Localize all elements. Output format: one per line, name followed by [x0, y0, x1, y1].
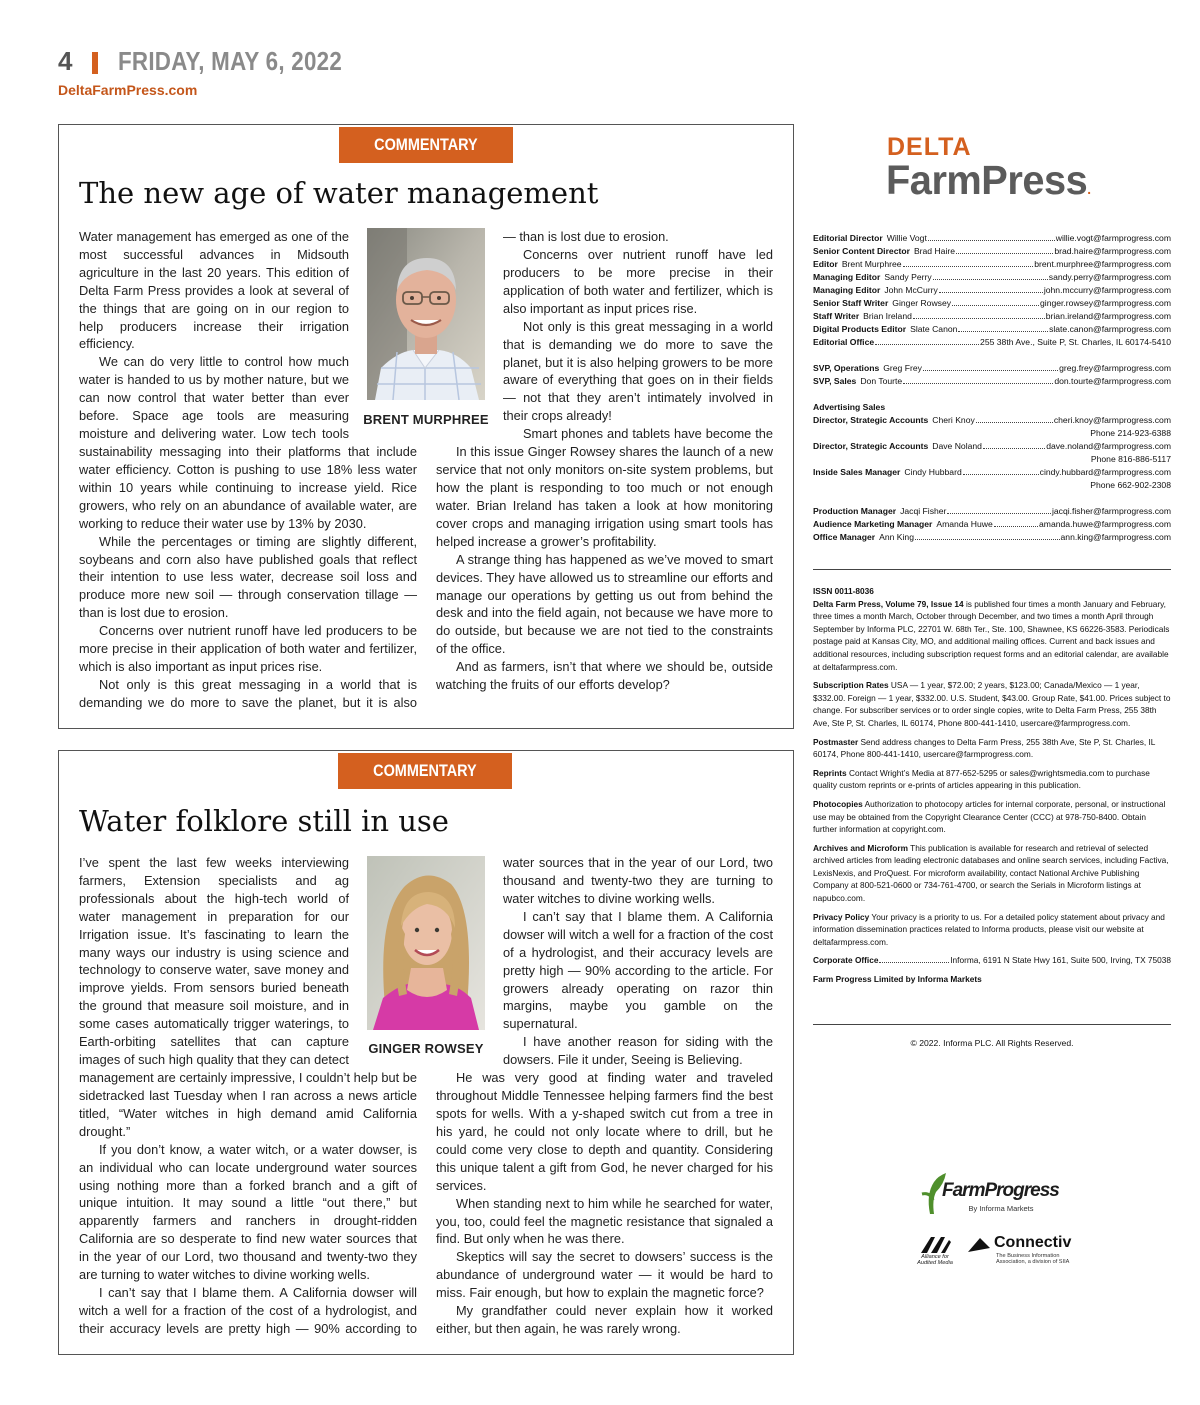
connectiv-caption [996, 1253, 1069, 1266]
staff-contact: cheri.knoy@farmprogress.com [1053, 415, 1171, 425]
aam-mark-icon [919, 1236, 953, 1254]
staff-row [813, 245, 1171, 258]
staff-contact: greg.frey@farmprogress.com [1059, 363, 1171, 373]
article-text-flow [503, 854, 773, 1069]
site-url: DeltaFarmPress.com [58, 82, 198, 98]
dot-leader [903, 266, 1034, 267]
staff-contact: sandy.perry@farmprogress.com [1048, 272, 1171, 282]
dot-leader [963, 474, 1039, 475]
staff-name: Don Tourte [860, 376, 903, 386]
dot-leader [915, 539, 1060, 540]
staff-title: Managing Editor [813, 285, 881, 295]
staff-row [813, 271, 1171, 284]
staff-contact: john.mccurry@farmprogress.com [1043, 285, 1171, 295]
staff-name: Willie Vogt [886, 233, 927, 243]
article-paragraph: I can’t say that I blame them. A California dowser will witch a well for a fraction of the cost of a hydrologist, and their accuracy levels are pretty high — 90% according to the article. For growers already operating on razor thin margins, maybe you gamble on the supernatural. [503, 908, 773, 1032]
staff-name: Greg Frey [883, 363, 922, 373]
alliance-audited-media-logo [913, 1236, 957, 1268]
staff-row [813, 323, 1171, 336]
farmprogress-subtitle: By Informa Markets [968, 1204, 1034, 1213]
staff-row [813, 362, 1171, 375]
staff-title: Editor [813, 259, 838, 269]
staff-row [813, 336, 1171, 349]
staff-title: Director, Strategic Accounts [813, 441, 929, 451]
author-photo-brent-murphree [367, 228, 485, 400]
masthead-farmpress: FarmPress. [886, 157, 1091, 203]
staff-row [813, 518, 1171, 531]
staff-name: Sandy Perry [884, 272, 932, 282]
staff-title: Senior Content Director [813, 246, 910, 256]
staff-title: Audience Marketing Manager [813, 519, 933, 529]
article-text-flow [79, 228, 349, 443]
connectiv-logo [966, 1232, 1076, 1266]
dot-leader [958, 331, 1048, 332]
staff-contact: don.tourte@farmprogress.com [1054, 376, 1171, 386]
article-paragraph: He was very good at finding water and traveled throughout Middle Tennessee helping farmers find the best spots for wells. With a y-shaped switch cut from a tree in his yard, he could not only locate where to drill, but he could come very close to depth and quantity. Considering this unique talent a gift from God, he never charged for his services. [436, 1070, 773, 1193]
farmprogress-logo [920, 1170, 1070, 1220]
article-paragraph: A strange thing has happened as we’ve moved to smart devices. They have allowed us to streamline our efforts and manage our operations by getting us out from behind the desk and into the field again, not because we have more to do outside, but because we are not tied to the constraints of the office. [436, 551, 773, 657]
article-paragraph: Not only is this great messaging in a world that is demanding we do more to save the planet, but it is also [79, 676, 417, 710]
article-paragraph: — than is lost due to erosion. [503, 229, 669, 245]
ad-sales-heading: Advertising Sales [813, 402, 886, 412]
connectiv-wordmark: Connectiv [994, 1234, 1072, 1251]
article-paragraph: We can do very little to control how much water is handed to us by mother nature, but we can now control that water better than ever before. Space age tools are measuring moisture and delivering water. Low tech tools [79, 354, 349, 441]
corporate-text: Informa, 6191 N State Hwy 161, Suite 500, Irving, TX 75038 [950, 955, 1171, 966]
corporate-office [813, 954, 1171, 967]
archives-text: This publication is available for research and retrieval of selected archived articles from leading electronic databases and online search services, including Factiva, LexisNexis, and ProQuest. For microform availability, contact National Archive Publishing Company at 800-521-0600 or 734-761-4700, or search the Serials in Microform listings at napubco.com. [813, 842, 1169, 904]
staff-contact: brad.haire@farmprogress.com [1054, 246, 1171, 256]
staff-phone: Phone 816-886-5117 [1090, 454, 1171, 464]
commentary-kicker: COMMENTARY [339, 127, 513, 163]
staff-row [813, 505, 1171, 518]
staff-name: Jacqi Fisher [900, 506, 947, 516]
photocopies-text: Authorization to photocopy articles for internal corporate, personal, or instructional use may be obtained from the Copyright Clearance Center (CCC) at 978-750-8400. Obtain further information at copyright.com. [813, 798, 1166, 835]
staff-title: Inside Sales Manager [813, 467, 901, 477]
publication-title: Delta Farm Press, Volume 79, Issue 14 [813, 598, 964, 609]
article-text-flow [436, 1069, 773, 1338]
article-paragraph: While the percentages or timing are slightly different, soybeans and corn also have published goals that reflect their intention to use less water, decrease soil loss and produce more new soil — through conservation tillage — than is lost due to erosion. [79, 533, 417, 621]
dot-leader [875, 344, 979, 345]
article-text-flow [79, 443, 417, 712]
staff-name: Slate Canon [910, 324, 958, 334]
author-byline: BRENT MURPHREE [363, 412, 489, 427]
staff-name: Ginger Rowsey [892, 298, 952, 308]
connectiv-caption-line2: Association, a division of SIIA [996, 1259, 1070, 1266]
article-column-2 [503, 228, 773, 443]
article-headline: The new age of water management [79, 176, 599, 210]
staff-row [813, 284, 1171, 297]
staff-contact: cindy.hubbard@farmprogress.com [1039, 467, 1171, 477]
staff-contact: jacqi.fisher@farmprogress.com [1051, 506, 1171, 516]
staff-contact: 255 38th Ave., Suite P, St. Charles, IL 60174-5410 [980, 337, 1171, 347]
publication-text: is published four times a month January and February, three times a month March, October through December, and two times a month April through September by Informa PLC, 22701 W. 68th Ter., Ste. 100, Shawnee, KS 66226-3583. Periodicals postage paid at Kansas City, MO, and additional mailing offices. Current and back issues and additional resources, including subscription request forms and an editorial calendar, are available at deltafarmpress.com. [813, 598, 1170, 672]
article-column-1 [79, 228, 349, 443]
staff-row [813, 375, 1171, 388]
article-column-2 [503, 854, 773, 1069]
spacer [813, 349, 1171, 362]
dot-leader [928, 240, 1055, 241]
article-text-flow [436, 443, 773, 694]
staff-row [813, 297, 1171, 310]
staff-title: SVP, Sales [813, 376, 857, 386]
article-paragraph: My grandfather could never explain how it worked either, but then again, he was rarely wrong. [436, 1303, 773, 1336]
staff-contact: ann.king@farmprogress.com [1060, 532, 1171, 542]
connectiv-arrow-icon [966, 1236, 992, 1254]
dot-leader [947, 513, 1051, 514]
staff-name: Brad Haire [913, 246, 956, 256]
staff-title: Senior Staff Writer [813, 298, 889, 308]
article-paragraph: water sources that in the year of our Lord, two thousand and twenty-two they are turning to water witches to divine working wells. [503, 855, 773, 906]
article-paragraph: Concerns over nutrient runoff have led producers to be more precise in their application of both water and fertilizer, which is also important as input prices rise. [79, 623, 417, 674]
header-divider-bar [92, 52, 98, 74]
spacer [813, 388, 1171, 401]
dot-leader [933, 279, 1048, 280]
staff-row [813, 310, 1171, 323]
article-text-flow [79, 1069, 417, 1338]
subscription-text: USA — 1 year, $72.00; 2 years, $123.00; Canada/Mexico — 1 year, $332.00. Foreign — 1 year, $332.00. U.S. Student, $43.00. Group Rate, $41.00. Prices subject to change. For subscriber services or to order single copies, write to Delta Farm Press, 255 38th Ave, Ste P, St. Charles, IL 60174, Phone 800-441-1410, usercare@farmprogress.com. [813, 680, 1171, 728]
issue-date: FRIDAY, MAY 6, 2022 [118, 46, 343, 76]
staff-row [813, 531, 1171, 544]
staff-title: SVP, Operations [813, 363, 880, 373]
corporate-label: Corporate Office [813, 955, 879, 966]
author-photo-ginger-rowsey [367, 856, 485, 1030]
article-paragraph: Not only is this great messaging in a world that is demanding we do more to save the planet, but it is also helping growers to be more aware of everything that goes on in their fields — not that they aren’t intimately involved in their crops already! [503, 318, 773, 424]
photocopies-label: Photocopies [813, 798, 863, 809]
staff-contact: willie.vogt@farmprogress.com [1055, 233, 1171, 243]
article-paragraph: Concerns over nutrient runoff have led producers to be more precise in their application of both water and fertilizer, which is also important as input prices rise. [503, 247, 773, 316]
article-paragraph: Water management has emerged as one of the most successful advances in Midsouth agriculture in the last 20 years. This edition of Delta Farm Press provides a look at several of the things that are going on in our region to help producers increase their irrigation efficiency. [79, 229, 349, 352]
article-column-1-cont [79, 443, 417, 712]
reprints-text: Contact Wright’s Media at 877-652-5295 or sales@wrightsmedia.com to purchase quality custom reprints or e-prints of articles appearing in this publication. [813, 767, 1150, 791]
copyright: © 2022. Informa PLC. All Rights Reserved. [910, 1038, 1074, 1048]
article-paragraph: And as farmers, isn’t that where we should be, outside watching the fruits of our efforts develop? [436, 659, 773, 693]
commentary-kicker: COMMENTARY [338, 753, 512, 789]
staff-contact: dave.noland@farmprogress.com [1046, 441, 1171, 451]
publication-info [813, 585, 1171, 992]
staff-name: Ann King [879, 532, 914, 542]
page-number: 4 [58, 46, 73, 76]
staff-contact: slate.canon@farmprogress.com [1049, 324, 1171, 334]
article-paragraph: Smart phones and tablets have become the [523, 426, 773, 442]
staff-title: Editorial Director [813, 233, 883, 243]
parent-company: Farm Progress Limited by Informa Markets [813, 974, 982, 985]
article-column-1 [79, 854, 349, 1069]
article-text-flow [503, 228, 773, 443]
dot-leader [903, 383, 1053, 384]
farmprogress-wordmark: FarmProgress [942, 1180, 1059, 1201]
staff-name: Dave Noland [932, 441, 982, 451]
staff-directory [813, 232, 1171, 544]
staff-contact: brent.murphree@farmprogress.com [1034, 259, 1171, 269]
staff-name: Cheri Knoy [932, 415, 975, 425]
masthead-divider [813, 1024, 1171, 1025]
dot-leader [939, 292, 1043, 293]
privacy-text: Your privacy is a priority to us. For a detailed policy statement about privacy and information dissemination practices related to Informa products, please visit our website at deltafarmpress.com. [813, 911, 1165, 947]
author-byline: GINGER ROWSEY [368, 1041, 484, 1056]
staff-title: Office Manager [813, 532, 876, 542]
article-paragraph: I have another reason for siding with the dowsers. File it under, Seeing is Believing. [503, 1034, 773, 1068]
dot-leader [983, 448, 1045, 449]
staff-row [813, 232, 1171, 245]
dot-leader [913, 318, 1045, 319]
masthead-delta: DELTA [887, 133, 972, 161]
staff-contact: amanda.huwe@farmprogress.com [1039, 519, 1171, 529]
issn: ISSN 0011-8036 [813, 586, 874, 596]
dot-leader [956, 253, 1053, 254]
reprints-label: Reprints [813, 767, 847, 778]
article-paragraph: When standing next to him while he searched for water, you, too, could feel the magnetic resistance that signaled a find. But only when he was there. [436, 1195, 773, 1247]
article-column-2-cont [436, 1069, 773, 1338]
aam-caption: Alliance for Audited Media [917, 1254, 953, 1266]
postmaster-label: Postmaster [813, 736, 859, 747]
article-column-2-cont [436, 443, 773, 712]
masthead-divider [813, 569, 1171, 570]
staff-title: Managing Editor [813, 272, 881, 282]
staff-name: Amanda Huwe [936, 519, 993, 529]
portrait-man-icon [367, 228, 485, 400]
article-paragraph: I can’t say that I blame them. A California dowser will witch a well for a fraction of the cost of a hydrologist, and their accuracy levels are pretty high — 90% according to [79, 1284, 417, 1336]
postmaster-text: Send address changes to Delta Farm Press, 255 38th Ave, Ste P, St. Charles, IL 60174, Phone 800-441-1410, usercare@farmprogress.com. [813, 736, 1156, 760]
staff-row [813, 414, 1171, 427]
subscription-label: Subscription Rates [813, 680, 889, 691]
staff-title: Editorial Office [813, 337, 875, 347]
staff-title: Director, Strategic Accounts [813, 415, 929, 425]
staff-title: Digital Products Editor [813, 324, 907, 334]
staff-phone: Phone 214-923-6388 [1090, 428, 1171, 438]
staff-title: Staff Writer [813, 311, 860, 321]
staff-row [813, 440, 1171, 453]
staff-row [813, 258, 1171, 271]
dot-leader [976, 422, 1053, 423]
staff-contact: ginger.rowsey@farmprogress.com [1040, 298, 1171, 308]
article-column-1-cont [79, 1069, 417, 1338]
dot-leader [879, 962, 949, 963]
staff-name: Cindy Hubbard [904, 467, 962, 477]
portrait-woman-icon [367, 856, 485, 1030]
dot-leader [923, 370, 1058, 371]
article-paragraph: I’ve spent the last few weeks interviewing farmers, Extension specialists and ag professionals about the high-tech world of water management in preparation for our Irrigation issue. It’s fascinating to learn the many ways our industry is using science and technology to conserve water, save money and improve yields. From sensors buried beneath the ground that measure soil moisture, and in some cases automatically trigger waterings, to Earth-orbiting satellites that can capture images of such high quality that they can detect [79, 855, 349, 1067]
article-paragraph: sustainability messaging into their platforms that include water efficiency. Cotton is pushing to use 18% less water within 10 years while continuing to increase yield. Rice growers, who rely on an abundance of available water, are working to reduce their water use by 13% by 2030. [79, 444, 417, 531]
staff-name: John McCurry [884, 285, 938, 295]
dot-leader [994, 526, 1038, 527]
archives-label: Archives and Microform [813, 842, 908, 853]
staff-contact: brian.ireland@farmprogress.com [1045, 311, 1171, 321]
article-paragraph: In this issue Ginger Rowsey shares the launch of a new service that not only monitors on-site system problems, but how the plant is responding to too much or not enough water. Brian Ireland has taken a look at how monitoring cover crops and managing irrigation using smart tools has helped increase a grower’s profitability. [436, 444, 773, 549]
staff-name: Brian Ireland [863, 311, 912, 321]
article-paragraph: If you don’t know, a water witch, or a water dowser, is an individual who can locate underground water sources using nothing more than a forked branch and a gift of unique intuition. It may sound a little “out there,” but apparently farmers and ranchers in drought-ridden California are so desperate to find new water sources that in the year of our Lord, two thousand and twenty-two they are turning to water witches to divine working wells. [79, 1141, 417, 1283]
dot-leader [952, 305, 1039, 306]
article-paragraph: management are certainly impressive, I couldn’t help but be sidetracked last Tuesday when I ran across a news article titled, “Water witches in high demand amid California drought.” [79, 1070, 417, 1139]
privacy-label: Privacy Policy [813, 911, 870, 922]
staff-phone: Phone 662-902-2308 [1090, 480, 1171, 490]
staff-name: Brent Murphree [841, 259, 902, 269]
article-paragraph: Skeptics will say the secret to dowsers’ success is the abundance of underground water — it would be hard to miss. Fair enough, but how to explain the magnetic force? [436, 1249, 773, 1301]
staff-row [813, 466, 1171, 479]
spacer [813, 492, 1171, 505]
connectiv-caption-line1: The Business Information [996, 1253, 1060, 1259]
article-headline: Water folklore still in use [79, 804, 449, 838]
staff-title: Production Manager [813, 506, 897, 516]
article-text-flow [79, 854, 349, 1069]
